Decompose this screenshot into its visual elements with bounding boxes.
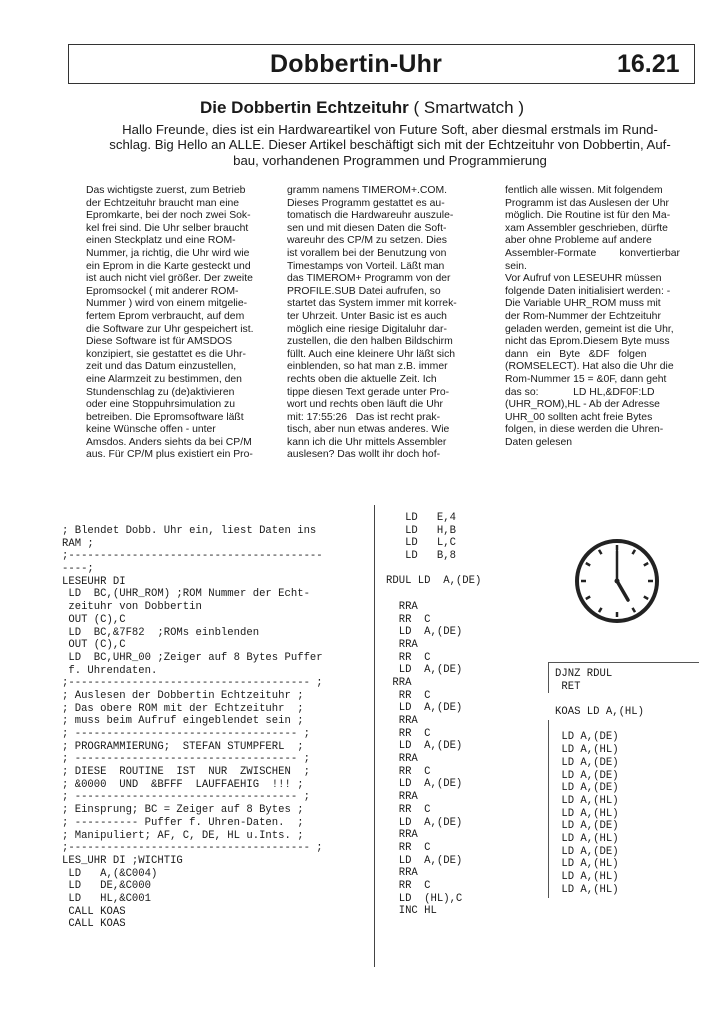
clock-tick — [644, 563, 648, 566]
text-line: rechts oben die aktuelle Zeit. Ich — [287, 373, 437, 385]
code-line: RRA — [386, 676, 412, 689]
code-line: LD A,(DE) — [555, 845, 619, 858]
code-line: LD BC,&7F82 ;ROMs einblenden — [62, 626, 260, 639]
code-line: LD A,(DE) — [386, 778, 463, 791]
text-line: UHR_00 sollten acht freie Bytes — [505, 411, 653, 423]
code-line: LD A,(HL) — [555, 858, 619, 871]
code-line: LD L,C — [386, 537, 456, 550]
text-column-1 — [86, 185, 272, 462]
code-line: RAM ; — [62, 537, 94, 550]
text-line: ter Uhrzeit. Unter Basic ist es auch — [287, 310, 447, 322]
text-line: möglich. Die Routine ist für den Ma- — [505, 210, 671, 222]
text-line: die Software zur Uhr gespeichert ist. — [86, 323, 254, 335]
text-line: sein. — [505, 260, 527, 272]
code-line: LD A,(DE) — [386, 816, 463, 829]
text-line: ist vorallem bei der Benutzung von — [287, 247, 447, 259]
clock-center — [615, 579, 620, 584]
text-line: zustellen, die den halben Bildschirm — [287, 336, 453, 348]
text-line: gramm namens TIMEROM+.COM. — [287, 185, 448, 196]
code-line: CALL KOAS — [62, 918, 126, 931]
code-line: LD A,(&C004) — [62, 867, 158, 880]
code-line: KOAS LD A,(HL) — [555, 706, 645, 719]
code-line — [555, 693, 644, 706]
code-line: ----; — [62, 563, 94, 576]
code-line: LD B,8 — [386, 550, 456, 563]
text-line: wort und rechts oben läuft die Uhr — [287, 399, 443, 411]
code-line: RR C — [386, 841, 431, 854]
text-line: folgende Daten initialisiert werden: - — [505, 285, 671, 297]
code-line: LD A,(DE) — [386, 702, 463, 715]
text-line: Epromsockel ( mit anderer ROM- — [86, 285, 239, 297]
text-line: einblenden, so hat man z.B. immer — [287, 361, 448, 373]
text-line: betreiben. Die Epromsoftware läßt — [86, 411, 244, 423]
text-line: Diese Software ist für AMSDOS — [86, 336, 233, 348]
code-line: ;---------------------------------------- — [62, 550, 323, 563]
code-line: ;-------------------------------------- ; — [62, 842, 323, 855]
page-title: Dobbertin-Uhr — [270, 50, 443, 78]
code-line: LD BC,(UHR_ROM) ;ROM Nummer der Echt- — [62, 588, 310, 601]
code-line: LD A,(DE) — [386, 740, 463, 753]
clock-icon — [573, 537, 661, 625]
code-line: RRA — [386, 715, 418, 727]
code-line: LD A,(DE) — [386, 626, 463, 639]
code-line: ; ---------- Puffer f. Uhren-Daten. ; — [62, 816, 304, 829]
text-line: wareuhr des CP/M zu setzen. Dies — [287, 235, 447, 247]
text-line: kel frei sind. Die Uhr selber braucht — [86, 222, 249, 234]
text-line: der Rom-Nummer der Echtzeituhr — [505, 310, 661, 322]
code-line: LD H,B — [386, 524, 456, 537]
text-line: das TIMEROM+ Programm von der — [287, 273, 451, 285]
text-line: keine Wünsche offen - unter — [86, 424, 216, 436]
code-line: RR C — [386, 613, 431, 626]
code-line: ; Einsprung; BC = Zeiger auf 8 Bytes ; — [62, 804, 304, 817]
text-line: kann ich die Uhr mittels Assembler — [287, 436, 447, 448]
code-line: LD A,(DE) — [386, 854, 463, 867]
clock-tick — [599, 550, 602, 554]
text-line: zeit und das Datum einzustellen, — [86, 361, 237, 373]
text-line: Programm ist das Auslesen der Uhr — [505, 197, 670, 209]
code-line: INC HL — [386, 905, 437, 918]
code-line: ; Das obere ROM mit der Echtzeituhr ; — [62, 702, 304, 715]
text-line: Vor Aufruf von LESEUHR müssen — [505, 273, 662, 285]
clock-hour-hand — [617, 581, 628, 600]
text-line: Timestamps von Vorteil. Läßt man — [287, 260, 445, 272]
code-line: RET — [555, 680, 581, 693]
code-box-frame-side — [548, 720, 549, 898]
code-line: RRA — [386, 867, 418, 880]
code-line: RRA — [386, 600, 418, 613]
clock-tick — [633, 550, 636, 554]
text-line: nicht das Eprom.Diesem Byte muss — [505, 336, 670, 348]
code-line: LESEUHR DI — [62, 575, 126, 588]
text-line: Nummer, ja richtig, die Uhr wird wie — [86, 247, 250, 259]
text-line: fentlich alle wissen. Mit folgendem — [505, 185, 663, 196]
code-line: ; Manipuliert; AF, C, DE, HL u.Ints. ; — [62, 829, 304, 842]
text-line: Stundenschlag zu (de)aktivieren — [86, 386, 235, 398]
text-line: sen und mit diesen Daten die Soft- — [287, 222, 447, 234]
code-line: LES_UHR DI ;WICHTIG — [62, 854, 183, 867]
text-line: oder eine Stoppuhrsimulation zu — [86, 399, 236, 411]
clock-tick — [644, 597, 648, 600]
text-line: mit: 17:55:26 Das ist recht prak- — [287, 411, 441, 423]
text-line: Assembler-Formate konvertierbar — [505, 247, 680, 259]
code-line: RDUL LD A,(DE) — [386, 575, 482, 588]
text-line: einen Steckplatz und eine ROM- — [86, 235, 236, 247]
code-line — [386, 588, 481, 601]
clock-tick — [586, 563, 590, 566]
code-line: RRA — [386, 638, 418, 651]
code-line: ; ----------------------------------- ; — [62, 753, 310, 766]
code-line: LD A,(HL) — [555, 807, 619, 820]
code-line: ; PROGRAMMIERUNG; STEFAN STUMPFERL ; — [62, 740, 304, 753]
code-line: ; muss beim Aufruf eingeblendet sein ; — [62, 715, 304, 728]
text-line: startet das System immer mit korrek- — [287, 298, 457, 310]
text-line: Epromkarte, bei der noch zwei Sok- — [86, 210, 251, 222]
intro-line: bau, vorhandenen Programmen und Programmierung — [233, 152, 547, 168]
text-line: Das wichtigste zuerst, zum Betrieb — [86, 185, 246, 196]
code-listing-1 — [62, 525, 323, 931]
code-line: RR C — [386, 651, 431, 664]
code-line: LD E,4 — [386, 512, 456, 524]
intro-line: Hallo Freunde, dies ist ein Hardwareartikel von Future Soft, aber diesmal erstmals im Rund- — [122, 122, 658, 137]
text-line: (UHR_ROM),HL - Ab der Adresse — [505, 399, 660, 411]
code-line — [386, 563, 481, 576]
text-line: Dieses Programm gestattet es au- — [287, 197, 445, 209]
code-line: DJNZ RDUL — [555, 668, 613, 680]
code-line: LD A,(DE) — [555, 731, 619, 744]
code-line: RRA — [386, 753, 418, 766]
code-listing-3 — [555, 668, 644, 896]
code-line: RR C — [386, 689, 431, 702]
code-line: RR C — [386, 727, 431, 740]
code-line: ; Blendet Dobb. Uhr ein, liest Daten ins — [62, 525, 317, 537]
text-column-2 — [287, 185, 477, 462]
code-line: RR C — [386, 879, 431, 892]
text-column-3 — [505, 185, 700, 449]
code-line: ; ----------------------------------- ; — [62, 728, 310, 740]
code-line: LD A,(DE) — [555, 820, 619, 833]
code-line: LD A,(HL) — [555, 744, 619, 757]
text-line: konzipiert, sie gestattet es die Uhr- — [86, 348, 246, 360]
code-line: LD (HL),C — [386, 892, 463, 905]
text-line: folgen, in diese werden die Uhren- — [505, 424, 664, 436]
intro-line: schlag. Big Hello an ALLE. Dieser Artikel beschäftigt sich mit der Echtzeituhr von Dobbertin, Auf- — [109, 137, 671, 153]
code-listing-2 — [386, 512, 481, 918]
code-line: RRA — [386, 791, 418, 804]
text-line: fertem Eprom verbraucht, auf dem — [86, 310, 245, 322]
code-line: zeituhr von Dobbertin — [62, 601, 202, 614]
text-line: aus. Für CP/M plus existiert ein Pro- — [86, 449, 253, 461]
article-intro — [80, 122, 700, 168]
code-line: LD A,(HL) — [555, 794, 619, 807]
text-line: tippe diesen Text gerade unter Pro- — [287, 386, 450, 398]
code-line: LD A,(DE) — [386, 664, 463, 677]
code-line: ; Auslesen der Dobbertin Echtzeituhr ; — [62, 689, 304, 702]
clock-tick — [633, 608, 636, 612]
text-line: Daten gelesen — [505, 436, 573, 448]
code-line: LD A,(HL) — [555, 832, 619, 845]
text-line: das so: LD HL,&DF0F:LD — [505, 386, 655, 398]
text-line: möglich eine riesige Digitaluhr dar- — [287, 323, 447, 335]
code-line: OUT (C),C — [62, 613, 126, 626]
code-line: CALL KOAS — [62, 905, 126, 918]
article-title-main: Die Dobbertin Echtzeituhr — [200, 98, 409, 117]
text-line: Amsdos. Anders siehts da bei CP/M — [86, 436, 252, 448]
code-line: ; &0000 UND &BFFF LAUFFAEHIG !!! ; — [62, 778, 304, 791]
text-line: tisch, aber nun etwas anderes. Wie — [287, 424, 450, 436]
code-line: LD A,(DE) — [555, 782, 619, 795]
code-line: RR C — [386, 765, 431, 778]
page-number: 16.21 — [617, 50, 680, 78]
article-title — [0, 98, 724, 118]
text-line: eine Alarmzeit zu bestimmen, den — [86, 373, 242, 385]
code-line: ; ----------------------------------- ; — [62, 791, 310, 804]
code-line: LD BC,UHR_00 ;Zeiger auf 8 Bytes Puffer — [62, 651, 323, 664]
text-line: der Echtzeituhr braucht man eine — [86, 197, 240, 209]
text-line: auslesen? Das wollt ihr doch hof- — [287, 449, 441, 461]
code-line: LD A,(DE) — [555, 769, 619, 782]
code-divider — [374, 505, 375, 967]
text-line: ein Eprom in die Karte gesteckt und — [86, 260, 251, 272]
text-line: (ROMSELECT). Hat also die Uhr die — [505, 361, 674, 373]
code-line: ;-------------------------------------- ; — [62, 677, 323, 690]
article-subtitle: ( Smartwatch ) — [413, 98, 524, 117]
text-line: füllt. Auch eine kleinere Uhr läßt sich — [287, 348, 456, 360]
text-line: aber ohne Probleme auf andere — [505, 235, 652, 247]
code-line — [555, 719, 644, 732]
clock-tick — [599, 608, 602, 612]
code-line: OUT (C),C — [62, 639, 126, 652]
code-line: LD A,(HL) — [555, 883, 619, 896]
text-line: dann ein Byte &DF folgen — [505, 348, 647, 360]
code-line: LD HL,&C001 — [62, 892, 152, 905]
text-line: ist auch nicht viel größer. Der zweite — [86, 273, 253, 285]
text-line: Die Variable UHR_ROM muss mit — [505, 298, 661, 310]
code-line: ; DIESE ROUTINE IST NUR ZWISCHEN ; — [62, 766, 310, 779]
text-line: xam Assembler geschrieben, dürfte — [505, 222, 668, 234]
text-line: geladen werden, gemeint ist die Uhr, — [505, 323, 674, 335]
code-line: LD A,(HL) — [555, 871, 619, 883]
text-line: Rom-Nummer 15 = &0F, dann geht — [505, 373, 667, 385]
code-line: LD DE,&C000 — [62, 880, 152, 893]
code-line: LD A,(DE) — [555, 756, 619, 769]
clock-tick — [586, 597, 590, 600]
text-line: PROFILE.SUB Datei aufrufen, so — [287, 285, 441, 297]
text-line: Nummer ) wird von einem mitgelie- — [86, 298, 248, 310]
text-line: tomatisch die Hardwareuhr auszule- — [287, 210, 454, 222]
code-line: RR C — [386, 803, 431, 816]
code-line: RRA — [386, 829, 418, 842]
code-line: f. Uhrendaten. — [62, 664, 158, 677]
